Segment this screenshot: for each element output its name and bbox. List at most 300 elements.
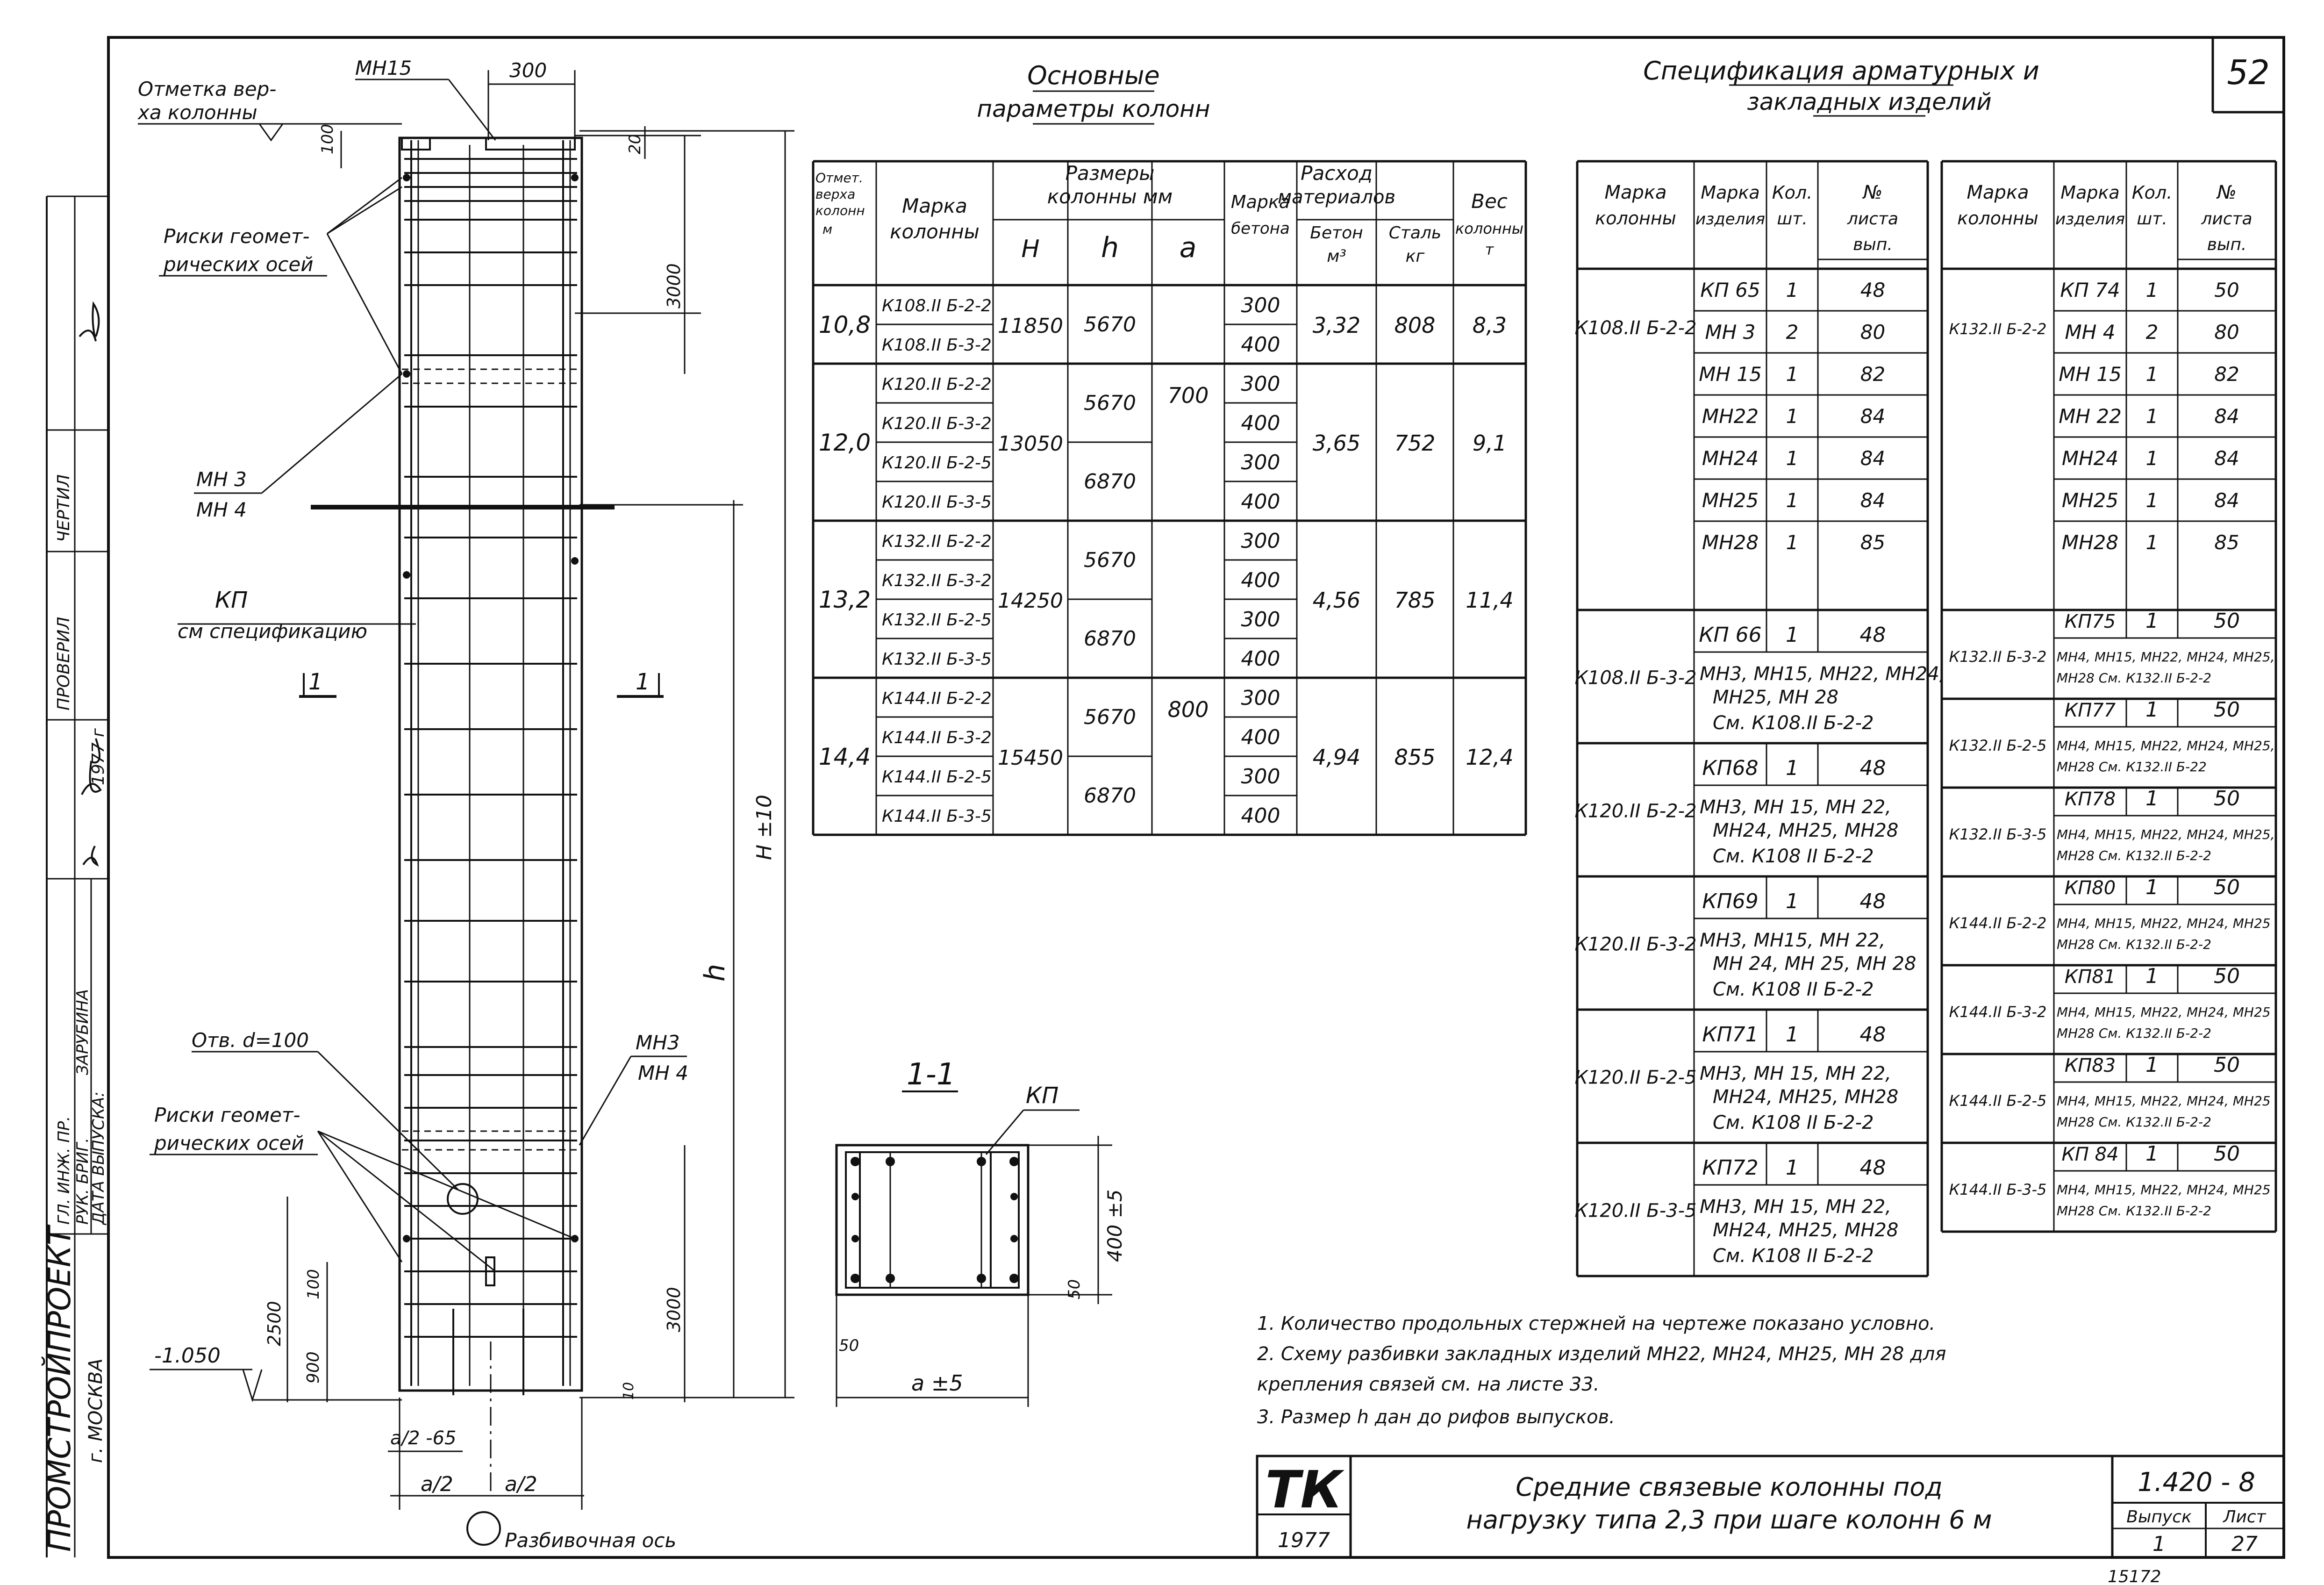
param-steel: 855 [1394, 745, 1436, 770]
title-issue-label: Выпуск [2126, 1507, 2192, 1527]
param-row-mark: К120.II Б-2-2 [882, 375, 992, 394]
stamp-checked: ПРОВЕРИЛ [54, 617, 73, 710]
param-row-mark: К132.II Б-2-2 [882, 532, 992, 551]
spec-item-mark: МН 15 [1699, 363, 1762, 386]
hdr-weight: Вес [1471, 190, 1508, 213]
spec-kp: КП80 [2064, 877, 2116, 899]
spec-kp-sheet: 50 [2214, 875, 2240, 899]
param-row-concrete: 300 [1241, 608, 1280, 631]
spec-item-qty: 2 [2145, 321, 2159, 344]
risk-top-2: рических осей [164, 253, 314, 276]
param-concrete: 4,94 [1312, 745, 1361, 770]
title-code: 1.420 - 8 [2138, 1467, 2255, 1498]
param-row-concrete: 400 [1241, 804, 1280, 828]
spec-item-sheet: 85 [2214, 531, 2239, 554]
param-row-mark: К108.II Б-3-2 [882, 336, 992, 355]
hdr-consumption: Расход [1301, 162, 1373, 185]
mn4-right-label: МН 4 [638, 1061, 688, 1084]
param-row-mark: К144.II Б-2-2 [882, 689, 992, 708]
spec-hdr-item: Марка [2060, 182, 2120, 203]
section-dim-50-right: 50 [1065, 1279, 1084, 1299]
param-level: 13,2 [818, 586, 871, 613]
spec-note-line: МН28 См. К132.II Б-2-2 [2057, 1114, 2211, 1130]
spec-right-grid [1942, 161, 2276, 1232]
spec-kp-qty: 1 [1786, 623, 1799, 647]
spec-note-line: МН28 См. К132.II Б-22 [2057, 759, 2207, 775]
spec-item-sheet: 84 [1860, 405, 1886, 428]
spec-note-line: МН3, МН15, МН 22, [1700, 930, 1886, 951]
hdr-sizes: Размеры [1065, 162, 1155, 185]
spec-note-line: МН28 См. К132.II Б-2-2 [2057, 937, 2211, 952]
spec-note-line: МН4, МН15, МН22, МН24, МН25, [2057, 827, 2275, 842]
spec-col-mark: К120.II Б-3-2 [1574, 933, 1697, 955]
param-row-mark: К120.II Б-2-5 [882, 453, 992, 473]
spec-note-line: МН28 См. К132.II Б-2-2 [2057, 670, 2211, 686]
spec-col-mark: К144.II Б-3-2 [1949, 1003, 2047, 1021]
spec-kp: КП68 [1702, 756, 1759, 780]
sheet-number-box [2213, 37, 2284, 112]
param-row-mark: К144.II Б-2-5 [882, 767, 992, 787]
param-weight: 8,3 [1472, 313, 1507, 338]
spec-kp-sheet: 50 [2214, 1053, 2240, 1077]
spec-kp-qty: 1 [2145, 964, 2159, 988]
spec-col-mark: К132.II Б-3-2 [1949, 648, 2047, 666]
section-dim-a: a ±5 [911, 1370, 963, 1396]
section-kp: КП [1026, 1083, 1059, 1109]
spec-kp: КП83 [2064, 1055, 2116, 1076]
section-1-1 [837, 1057, 1126, 1407]
section-bars [851, 1157, 1019, 1283]
spec-item-sheet: 84 [2214, 447, 2239, 470]
spec-kp: КП81 [2064, 966, 2116, 988]
spec-note-line: МН28 См. К132.II Б-2-2 [2057, 1026, 2211, 1041]
hdr-concrete-mark: бетона [1231, 219, 1290, 238]
param-row-mark: К120.II Б-3-5 [882, 493, 992, 512]
dim-2500: 2500 [264, 1301, 285, 1346]
spec-item-mark: МН 3 [1705, 321, 1756, 344]
param-h: 6870 [1084, 784, 1136, 808]
spec-item-qty: 1 [1786, 447, 1799, 470]
spec-item-mark: МН22 [1702, 405, 1759, 428]
spec-note-line: См. К108 II Б-2-2 [1713, 979, 1874, 1000]
spec-kp: КП75 [2064, 611, 2116, 632]
bottom-number: 15172 [2108, 1567, 2161, 1585]
h-small-label: h [699, 963, 731, 982]
param-row-mark: К120.II Б-3-2 [882, 414, 992, 433]
hdr-a: a [1179, 231, 1197, 264]
spec-item-mark: МН28 [1702, 531, 1759, 554]
note-3: 3. Размер h дан до рифов выпусков. [1257, 1406, 1615, 1428]
param-row-concrete: 300 [1241, 529, 1280, 553]
spec-item-sheet: 84 [1860, 447, 1886, 470]
spec-note-line: МН4, МН15, МН22, МН24, МН25, [2057, 738, 2275, 753]
spec-note-line: См. К108 II Б-2-2 [1713, 1245, 1874, 1267]
spec-note-line: МН4, МН15, МН22, МН24, МН25 [2057, 1182, 2271, 1198]
spec-note-line: МН3, МН 15, МН 22, [1700, 1063, 1892, 1084]
param-row-mark: К108.II Б-2-2 [882, 296, 992, 316]
spec-item-mark: МН 4 [2065, 321, 2116, 344]
dim-20: 20 [626, 134, 644, 154]
spec-item-qty: 1 [1786, 489, 1799, 512]
top-mark-label-1: Отметка вер- [138, 78, 277, 100]
hole-d100 [448, 1184, 478, 1214]
param-row-mark: К132.II Б-2-5 [882, 610, 992, 630]
a2-minus-65: a/2 -65 [390, 1427, 457, 1449]
spec-note-line: МН4, МН15, МН22, МН24, МН25 [2057, 916, 2271, 931]
param-level: 10,8 [818, 311, 871, 338]
section-title: 1-1 [907, 1057, 956, 1092]
param-weight: 12,4 [1466, 745, 1514, 770]
spec-note-line: См. К108 II Б-2-2 [1713, 1112, 1874, 1133]
spec-kp-qty: 1 [2145, 1142, 2159, 1166]
note-1: 1. Количество продольных стержней на чертеже показано условно. [1257, 1313, 1936, 1334]
title-issue: 1 [2152, 1532, 2166, 1556]
stamp-org: ПРОМСТРОЙПРОЕКТ [42, 1226, 78, 1552]
kp-note: см спецификацию [178, 620, 367, 643]
param-H: 13050 [998, 432, 1063, 456]
dim-900: 900 [304, 1351, 323, 1384]
param-row-concrete: 300 [1241, 372, 1280, 396]
spec-kp-sheet: 48 [1859, 889, 1886, 913]
spec-note-line: МН4, МН15, МН22, МН24, МН25 [2057, 1093, 2271, 1109]
spec-item-sheet: 84 [2214, 405, 2239, 428]
param-steel: 785 [1394, 588, 1436, 613]
stamp-drawn: ЧЕРТИЛ [54, 474, 73, 542]
spec-item-sheet: 48 [1860, 279, 1886, 301]
sheet-frame [108, 37, 2284, 1557]
hdr-consumption: материалов [1277, 186, 1396, 208]
spec-note-line: МН24, МН25, МН28 [1713, 1219, 1899, 1241]
spec-item-mark: МН24 [1702, 447, 1759, 470]
spec-kp: КП77 [2064, 700, 2116, 721]
param-row-mark: К144.II Б-3-5 [882, 807, 992, 826]
risk-top-1: Риски геомет- [164, 225, 310, 248]
spec-note-line: МН25, МН 28 [1713, 687, 1839, 708]
hdr-sizes: колонны мм [1047, 185, 1173, 208]
spec-item-qty: 1 [2145, 405, 2159, 428]
param-row-concrete: 400 [1241, 725, 1280, 749]
dim-100-bottom: 100 [304, 1269, 323, 1299]
spec-col-mark: К144.II Б-2-5 [1949, 1092, 2047, 1110]
hdr-h: h [1101, 231, 1119, 264]
longitudinal-bars [411, 140, 570, 1395]
spec-item-mark: МН 22 [2059, 405, 2122, 428]
spec-item-sheet: 80 [2214, 321, 2239, 344]
mn4-label: МН 4 [196, 498, 247, 521]
mn15-top-label: МН15 [355, 57, 412, 79]
param-row-concrete: 300 [1241, 294, 1280, 317]
hdr-mark: Марка [902, 194, 967, 217]
spec-note-line: См. К108 II Б-2-2 [1713, 846, 1874, 867]
spec-note-line: МН28 См. К132.II Б-2-2 [2057, 848, 2211, 863]
spec-note-line: МН3, МН 15, МН 22, [1700, 796, 1892, 818]
title-sheet: 27 [2231, 1532, 2258, 1556]
spec-hdr-item: Марка [1701, 182, 1760, 203]
spec-col-mark: К132.II Б-3-5 [1949, 825, 2047, 843]
spec-item-qty: 1 [1786, 363, 1799, 386]
param-row-concrete: 400 [1241, 333, 1280, 357]
param-weight: 9,1 [1472, 430, 1507, 456]
spec-kp-sheet: 48 [1859, 756, 1886, 780]
spec-hdr-col: колонны [1957, 208, 2038, 229]
spec-item-mark: МН28 [2061, 531, 2119, 554]
param-steel: 808 [1394, 313, 1436, 338]
section-dim-50-left: 50 [839, 1336, 859, 1355]
spec-kp-sheet: 48 [1859, 623, 1886, 647]
spec-item-sheet: 82 [2214, 363, 2239, 386]
spec-hdr-sheet: вып. [1853, 235, 1893, 254]
spec-hdr-col: колонны [1595, 208, 1676, 229]
spec-kp: КП 84 [2061, 1144, 2119, 1165]
dim-3000-top: 3000 [664, 263, 684, 308]
spec-item-sheet: 80 [1860, 321, 1886, 344]
param-concrete: 4,56 [1312, 588, 1361, 613]
spec-item-qty: 1 [2145, 279, 2159, 301]
hdr-weight: колонны [1455, 220, 1524, 237]
spec-note-line: См. К108.II Б-2-2 [1713, 712, 1874, 734]
spec-hdr-qty: Кол. [2131, 182, 2173, 203]
spec-item-qty: 1 [1786, 405, 1799, 428]
stamp-date-label: ДАТА ВЫПУСКА: [89, 1091, 108, 1225]
top-mark-label-2: ха колонны [138, 101, 257, 124]
axis-bubble [467, 1512, 500, 1545]
hole-label: Отв. d=100 [192, 1029, 309, 1052]
spec-col-mark: К120.II Б-2-2 [1574, 800, 1697, 822]
section-mark-right: 1 [636, 669, 650, 695]
hdr-concrete-mark: Марка [1230, 192, 1290, 212]
spec-item-qty: 1 [1786, 531, 1799, 554]
param-a-800: 800 [1167, 697, 1209, 722]
spec-kp-qty: 1 [2145, 875, 2159, 899]
params-title-2: параметры колонн [977, 95, 1210, 122]
param-steel: 752 [1394, 430, 1436, 456]
hdr-level: верха [815, 186, 856, 202]
note-2b: крепления связей см. на листе 33. [1257, 1374, 1600, 1395]
spec-item-mark: МН 15 [2059, 363, 2122, 386]
spec-kp: КП69 [1702, 889, 1759, 913]
dim-10: 10 [621, 1382, 637, 1400]
param-row-concrete: 300 [1241, 451, 1280, 474]
mn3-label: МН 3 [196, 468, 247, 491]
spec-note-line: МН4, МН15, МН22, МН24, МН25, [2057, 649, 2275, 665]
hdr-steel: кг [1405, 247, 1425, 266]
spec-kp: КП78 [2064, 789, 2116, 810]
elevation-labels [137, 57, 794, 1552]
spec-title-1: Спецификация арматурных и [1643, 56, 2039, 86]
axis-dots [403, 174, 579, 1242]
param-row-concrete: 400 [1241, 647, 1280, 671]
spec-item-sheet: 84 [1860, 489, 1886, 512]
level-label: -1.050 [154, 1344, 221, 1368]
spec-kp-qty: 1 [1786, 1023, 1799, 1047]
spec-hdr-col: Марка [1966, 182, 2029, 203]
spec-hdr-sheet: листа [2201, 209, 2252, 229]
spec-item-qty: 2 [1786, 321, 1799, 344]
kp-label: КП [215, 587, 248, 613]
param-H: 15450 [998, 746, 1063, 770]
spec-kp: КП72 [1702, 1156, 1759, 1180]
spec-note-line: МН3, МН15, МН22, МН24, [1700, 663, 1945, 685]
stamp-ruk: РУК. БРИГ. [73, 1138, 92, 1225]
h-dim-label: Н ±10 [752, 795, 776, 860]
param-row-concrete: 400 [1241, 411, 1280, 435]
params-table [813, 61, 1526, 835]
param-h: 6870 [1084, 470, 1136, 494]
hdr-concrete: Бетон [1310, 223, 1363, 243]
param-level: 12,0 [818, 429, 871, 456]
param-concrete: 3,32 [1312, 313, 1361, 338]
spec-kp-sheet: 50 [2214, 698, 2240, 722]
embedded-plates-dashed [402, 369, 579, 1150]
spec-kp-qty: 1 [1786, 1156, 1799, 1180]
signature-scribble-top [79, 304, 99, 341]
spec-kp-sheet: 50 [2214, 964, 2240, 988]
param-row-concrete: 400 [1241, 568, 1280, 592]
param-concrete: 3,65 [1312, 430, 1361, 456]
spec-item-mark: МН24 [2061, 447, 2119, 470]
spec-hdr-sheet: листа [1847, 209, 1899, 229]
dim-100-top: 100 [318, 124, 337, 154]
spec-kp-sheet: 48 [1859, 1023, 1886, 1047]
spec-item-mark: МН25 [2061, 489, 2119, 512]
spec-kp-qty: 1 [2145, 787, 2159, 810]
spec-col-mark: К132.II Б-2-5 [1949, 737, 2047, 754]
param-a-700: 700 [1167, 383, 1209, 408]
section-mark-left: 1 [308, 669, 323, 695]
hdr-level: м [822, 222, 833, 237]
spec-item-mark: КП 65 [1700, 279, 1760, 301]
spec-kp-sheet: 50 [2214, 609, 2240, 633]
spec-kp-sheet: 50 [2214, 1142, 2240, 1166]
hdr-mark: колонны [890, 220, 980, 243]
spec-hdr-qty: шт. [2137, 209, 2167, 229]
hdr-concrete: м³ [1327, 247, 1346, 266]
dim-300-label: 300 [509, 59, 547, 82]
spec-note-line: МН24, МН25, МН28 [1713, 1086, 1899, 1108]
spec-item-sheet: 82 [1860, 363, 1886, 386]
spec-note-line: МН3, МН 15, МН 22, [1700, 1196, 1892, 1218]
title-line-2: нагрузку типа 2,3 при шаге колонн 6 м [1466, 1505, 1992, 1535]
param-row-concrete: 400 [1241, 490, 1280, 514]
spec-title-2: закладных изделий [1747, 88, 1992, 115]
spec-col-mark: К108.II Б-2-2 [1574, 317, 1697, 339]
spec-item-qty: 1 [2145, 447, 2159, 470]
spec-hdr-qty: шт. [1777, 209, 1808, 229]
spec-hdr-sheet: № [2217, 182, 2237, 203]
spec-item-qty: 1 [1786, 279, 1799, 301]
params-grid [813, 161, 1526, 835]
spec-kp-qty: 1 [2145, 698, 2159, 722]
spec-note-line: МН28 См. К132.II Б-2-2 [2057, 1203, 2211, 1219]
risk-bottom-2: рических осей [154, 1132, 304, 1155]
stamp-name: ЗАРУБИНА [73, 989, 92, 1075]
spec-tables [1575, 56, 2276, 1276]
stamp-gip: ГЛ. ИНЖ. ПР. [55, 1116, 73, 1225]
stirrups [404, 159, 577, 1337]
column-elevation [311, 138, 615, 1545]
param-row-concrete: 300 [1241, 686, 1280, 710]
param-H: 11850 [998, 314, 1063, 338]
spec-kp: КП 66 [1699, 623, 1762, 647]
param-weight: 11,4 [1466, 588, 1514, 613]
title-year: 1977 [1278, 1528, 1330, 1552]
spec-item-sheet: 85 [1860, 531, 1886, 554]
param-level: 14,4 [818, 743, 871, 770]
title-sheet-label: Лист [2223, 1507, 2266, 1527]
spec-col-mark: К120.II Б-2-5 [1574, 1067, 1697, 1089]
spec-kp-sheet: 48 [1859, 1156, 1886, 1180]
spec-col-mark: К132.II Б-2-2 [1949, 320, 2047, 338]
mn3-right-label: МН3 [636, 1031, 680, 1054]
param-row-mark: К132.II Б-3-5 [882, 650, 992, 669]
spec-hdr-sheet: № [1863, 182, 1883, 203]
spec-left-grid [1575, 161, 1945, 1276]
param-h: 5670 [1084, 313, 1136, 337]
spec-item-mark: КП 74 [2060, 279, 2120, 301]
hdr-level: Отмет. [815, 170, 863, 186]
param-h: 5670 [1084, 548, 1136, 572]
hdr-level: колонн [815, 203, 865, 218]
dim-3000-bottom: 3000 [664, 1287, 684, 1332]
spec-kp: КП71 [1702, 1023, 1759, 1047]
title-line-1: Средние связевые колонны под [1516, 1472, 1943, 1502]
spec-item-qty: 1 [2145, 489, 2159, 512]
param-h: 5670 [1084, 391, 1136, 415]
risk-bottom-1: Риски геомет- [154, 1104, 300, 1126]
hdr-steel: Сталь [1388, 223, 1442, 243]
spec-kp-qty: 1 [2145, 1053, 2159, 1077]
hdr-weight: т [1485, 241, 1494, 258]
spec-hdr-col: Марка [1604, 182, 1667, 203]
section-dim-400: 400 ±5 [1103, 1189, 1126, 1262]
param-H: 14250 [998, 589, 1063, 613]
axis-label: Разбивочная ось [505, 1529, 677, 1552]
spec-hdr-item: изделия [1695, 210, 1765, 229]
spec-item-mark: МН25 [1702, 489, 1759, 512]
a-half-left: a/2 [421, 1472, 453, 1496]
spec-kp-qty: 1 [1786, 889, 1799, 913]
spec-note-line: МН 24, МН 25, МН 28 [1713, 953, 1916, 975]
spec-col-mark: К108.II Б-3-2 [1574, 667, 1697, 689]
stamp-year: 1977 г [89, 728, 108, 785]
notes [1257, 1313, 1946, 1428]
a-half-right: a/2 [505, 1472, 537, 1496]
spec-item-qty: 1 [2145, 531, 2159, 554]
spec-note-line: МН24, МН25, МН28 [1713, 820, 1899, 841]
hdr-H: Н [1021, 235, 1040, 263]
param-row-mark: К144.II Б-3-2 [882, 728, 992, 747]
spec-kp-sheet: 50 [2214, 787, 2240, 810]
spec-col-mark: К144.II Б-3-5 [1949, 1181, 2047, 1198]
params-title-1: Основные [1027, 61, 1160, 90]
title-block [1257, 1456, 2284, 1585]
side-stamp [41, 196, 108, 1557]
note-2: 2. Схему разбивки закладных изделий МН22, МН24, МН25, МН 28 для [1257, 1343, 1946, 1365]
spec-kp-qty: 1 [2145, 609, 2159, 633]
spec-col-mark: К144.II Б-2-2 [1949, 914, 2047, 932]
param-row-mark: К132.II Б-3-2 [882, 571, 992, 590]
spec-note-line: МН4, МН15, МН22, МН24, МН25 [2057, 1004, 2271, 1020]
tk-mark: ТК [1265, 1460, 1343, 1520]
spec-hdr-sheet: вып. [2207, 235, 2247, 254]
spec-col-mark: К120.II Б-3-5 [1574, 1200, 1697, 1222]
spec-kp-qty: 1 [1786, 756, 1799, 780]
stamp-city: г. МОСКВА [85, 1358, 107, 1463]
sheet-number: 52 [2227, 53, 2270, 92]
spec-item-sheet: 84 [2214, 489, 2239, 512]
spec-hdr-item: изделия [2055, 210, 2125, 229]
param-row-concrete: 300 [1241, 765, 1280, 789]
